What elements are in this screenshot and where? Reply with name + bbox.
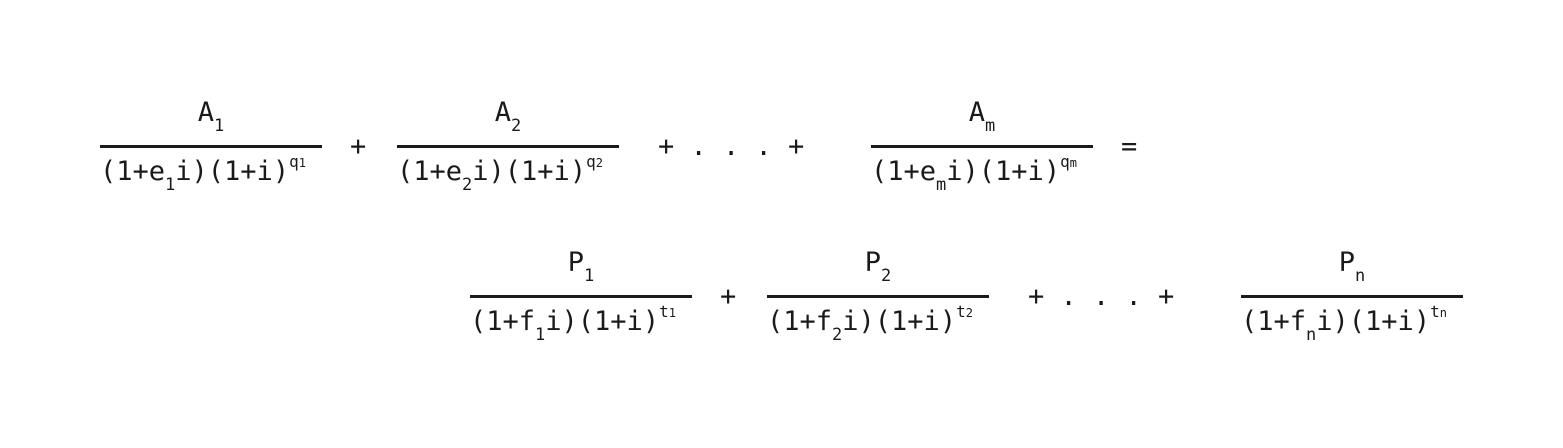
fraction-bar: [470, 295, 692, 298]
denominator: $(1+e_2i)(1+i)^{q2}$: [397, 152, 603, 195]
numerator: $A_m$: [968, 97, 996, 136]
denominator: $(1+f_2i)(1+i)^{t2}$: [767, 302, 973, 345]
fraction-bar: [767, 295, 989, 298]
numerator: $A_2$: [494, 97, 522, 136]
denominator: $(1+f_1i)(1+i)^{t1}$: [470, 302, 676, 345]
equals-operator: =: [1121, 131, 1138, 162]
numerator: $A_1$: [197, 97, 225, 136]
fraction-bar: [397, 145, 619, 148]
denominator: $(1+f_ni)(1+i)^{tn}$: [1241, 302, 1447, 345]
fraction-bar: [1241, 295, 1463, 298]
fraction-bar: [100, 145, 322, 148]
numerator: $P_n$: [1338, 247, 1366, 286]
ellipsis-operator: + . . . +: [1028, 281, 1175, 312]
ellipsis-operator: + . . . +: [658, 131, 805, 162]
denominator: $(1+e_mi)(1+i)^{qm}$: [871, 152, 1077, 195]
numerator: $P_1$: [567, 247, 595, 286]
plus-operator: +: [350, 131, 367, 162]
numerator: $P_2$: [864, 247, 892, 286]
fraction-bar: [871, 145, 1093, 148]
plus-operator: +: [720, 281, 737, 312]
denominator: $(1+e_1i)(1+i)^{q1}$: [100, 152, 306, 195]
